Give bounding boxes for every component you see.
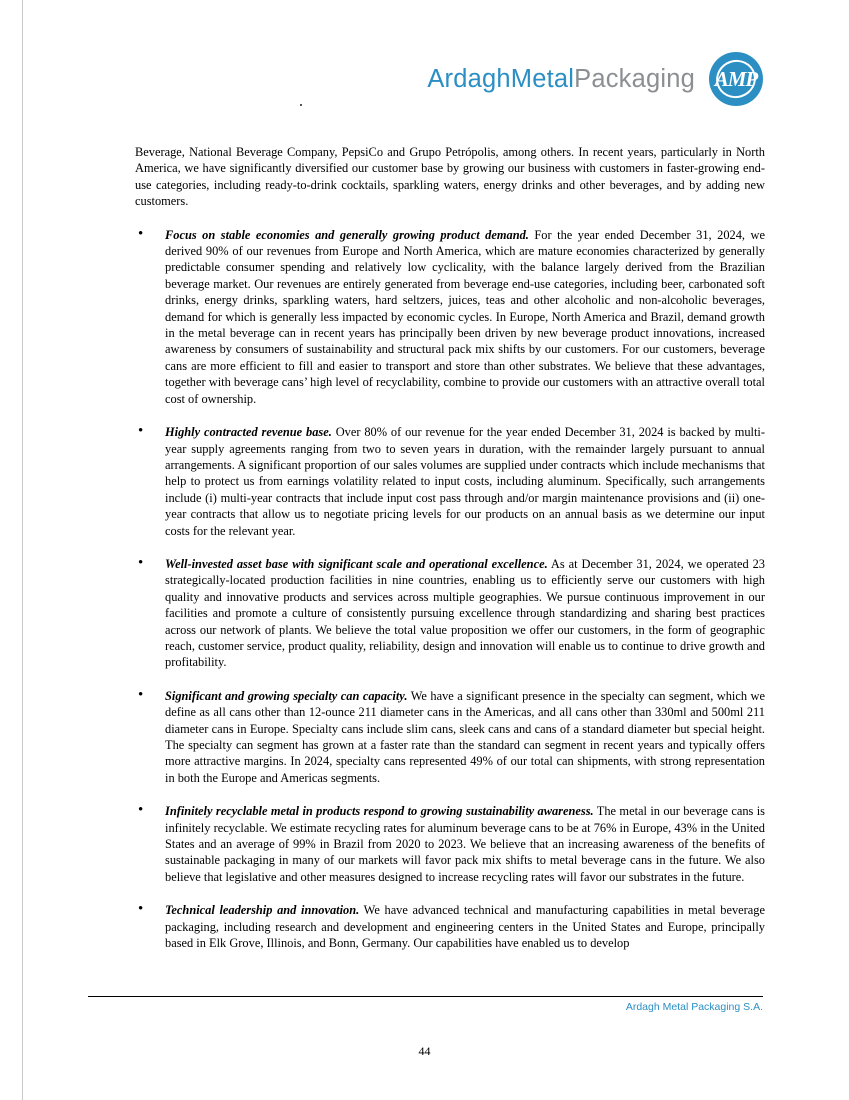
bullet-lead: Focus on stable economies and generally growing product demand. bbox=[165, 227, 529, 242]
bullet-text: Over 80% of our revenue for the year ended December 31, 2024 is backed by multi-year supply agreements ranging from two to seven years in duration, with the remainder largely pursuant to annual arrangements. A significant proportion of our sales volumes are supplied under contracts which include mechanisms that help to protect us from earnings volatility related to input costs, including aluminum. Specifically, such arrangements include (i) multi-year contracts that include input cost pass through and/or margin maintenance provisions and (ii) one-year contracts that allow us to negotiate pricing levels for our products on an annual basis as we determine our input costs for the relevant year. bbox=[165, 425, 765, 538]
bullet-lead: Highly contracted revenue base. bbox=[165, 425, 332, 440]
list-item bbox=[135, 227, 765, 407]
brand-word-ardagh: Ardagh bbox=[427, 64, 511, 93]
brand-header bbox=[427, 52, 763, 106]
list-item bbox=[135, 556, 765, 671]
bullet-lead: Well-invested asset base with significant scale and operational excellence. bbox=[165, 556, 548, 571]
footer-company-name: Ardagh Metal Packaging S.A. bbox=[625, 1001, 763, 1013]
list-item bbox=[135, 902, 765, 951]
bullet-lead: Technical leadership and innovation. bbox=[165, 903, 360, 918]
highlights-bullet-list bbox=[135, 227, 765, 952]
left-margin-rule bbox=[22, 0, 23, 1100]
bullet-text: As at December 31, 2024, we operated 23 strategically-located production facilities in nine countries, enabling us to efficiently serve our customers with high quality and innovative products and services across multiple geographies. We pursue continuous improvement in our facilities and promote a culture of consistently pursuing excellence through standardizing and sharing best practices across our network of plants. We believe the total value proposition we offer our customers, in the form of geographic reach, customer service, product quality, reliability, design and innovation will enable us to continue to drive growth and profitability. bbox=[165, 556, 765, 670]
bullet-text: For the year ended December 31, 2024, we derived 90% of our revenues from Europe and North America, which are mature economies characterized by generally predictable consumer spending and relatively low cyclicality, with the balance largely derived from the Brazilian beverage market. Our revenues are entirely generated from beverage end-use categories, including beer, carbonated soft drinks, energy drinks, sparkling waters, hard seltzers, juices, teas and other alcoholic and non-alcoholic beverages, demand for which is generally less impacted by economic cycles. In Europe, North America and Brazil, demand growth in the metal beverage can in recent years has principally been driven by new beverage product innovations, increased awareness by consumers of sustainability and structural pack mix shifts by our customers. For our customers, beverage cans are more efficient to fill and easier to transport and store than other substrates. We believe that these advantages, together with beverage cans’ high level of recyclability, combine to provide our customers with an attractive overall total cost of ownership. bbox=[165, 227, 765, 406]
brand-word-metal: Metal bbox=[510, 64, 575, 93]
page-number: 44 bbox=[418, 1044, 431, 1058]
stray-mark bbox=[300, 104, 302, 106]
brand-wordmark bbox=[427, 65, 695, 94]
bullet-text: The metal in our beverage cans is infinitely recyclable. We estimate recycling rates for aluminum beverage cans to be at 76% in Europe, 43% in the United States and an average of 99% in Brazil from 2020 to 2023. We believe that an increasing awareness of the benefits of sustainable packaging in many of our markets will favor pack mix shifts to metal beverage cans in the future. We also believe that legislative and other measures designed to increase recycling rates will favor our substrates in the future. bbox=[165, 804, 765, 884]
brand-word-packaging: Packaging bbox=[574, 64, 695, 93]
list-item bbox=[135, 803, 765, 885]
list-item bbox=[135, 424, 765, 539]
opening-paragraph: Beverage, National Beverage Company, PepsiCo and Grupo Petrópolis, among others. In recent years, particularly in North America, we have significantly diversified our customer base by growing our business with customers in faster-growing end-use categories, including ready-to-drink cocktails, sparkling waters, energy drinks and other beverages, and by adding new customers. bbox=[135, 145, 765, 209]
ardagh-logo-icon bbox=[709, 52, 763, 106]
right-margin-rule bbox=[838, 0, 839, 1100]
bullet-text: We have a significant presence in the specialty can segment, which we define as all cans other than 12-ounce 211 diameter cans in the Americas, and all cans other than 330ml and 500ml 211 diameter cans in Europe. Specialty cans include slim cans, sleek cans and cans of a standard diameter but special height. The specialty can segment has grown at a faster rate than the standard can segment in recent years and typically offers more attractive margins. In 2024, specialty cans represented 49% of our total can shipments, with strong representation in both the Europe and Americas segments. bbox=[165, 688, 766, 785]
bullet-lead: Infinitely recyclable metal in products respond to growing sustainability awareness. bbox=[165, 804, 594, 819]
list-item bbox=[135, 688, 765, 786]
page-content bbox=[135, 144, 765, 951]
bullet-text: We have advanced technical and manufacturing capabilities in metal beverage packaging, including research and development and engineering centers in the United States and Europe, principally based in Elk Grove, Illinois, and Bonn, Germany. Our capabilities have enabled us to develop bbox=[165, 903, 765, 951]
footer-divider bbox=[88, 996, 763, 997]
bullet-lead: Significant and growing specialty can capacity. bbox=[165, 688, 408, 703]
logo-letters: AMP bbox=[714, 66, 758, 91]
